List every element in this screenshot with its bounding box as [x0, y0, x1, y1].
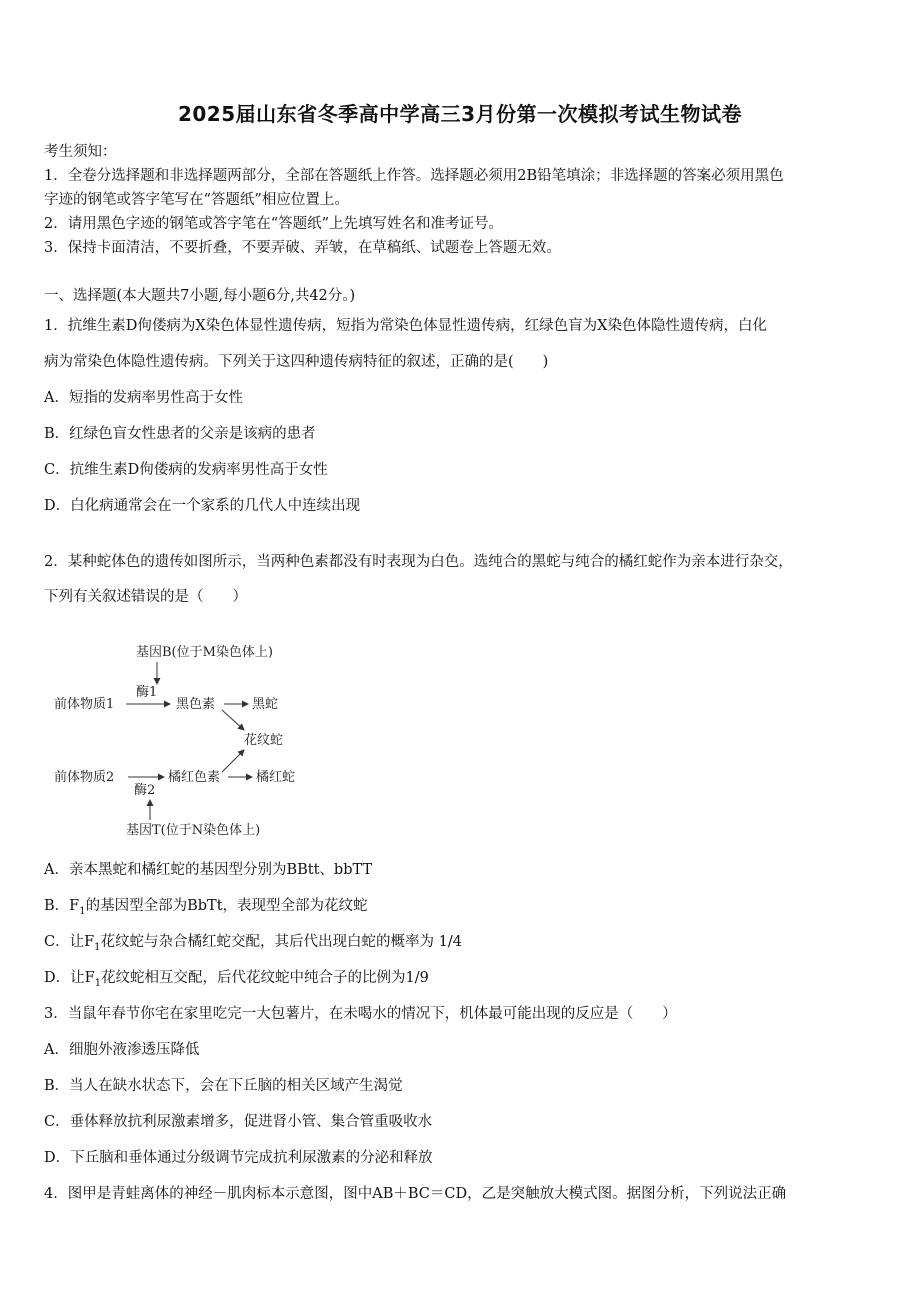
- question-2-option-a: A．亲本黑蛇和橘红蛇的基因型分别为BBtt、bbTT: [44, 862, 373, 878]
- pattern-snake-label: 花纹蛇: [244, 733, 284, 748]
- question-2-option-b: [44, 894, 368, 917]
- snake-color-pathway-diagram: [44, 638, 324, 843]
- option-text: 花纹蛇与杂合橘红蛇交配，其后代出现白蛇的概率为 1/4: [100, 934, 462, 950]
- question-3-option-b: B．当人在缺水状态下，会在下丘脑的相关区域产生渴觉: [44, 1078, 403, 1094]
- exam-title: 2025届山东省冬季高中学高三3月份第一次模拟考试生物试卷: [177, 102, 743, 126]
- question-4-stem: 4．图甲是青蛙离体的神经－肌肉标本示意图，图中AB＋BC＝CD，乙是突触放大模式图。据图分析，下列说法正确: [44, 1186, 787, 1202]
- subscript: 1: [94, 977, 102, 989]
- notice-heading: 考生须知：: [44, 144, 117, 160]
- question-2-option-d: [44, 966, 429, 989]
- question-3-option-a: A．细胞外液渗透压降低: [44, 1042, 200, 1058]
- question-3-option-d: D．下丘脑和垂体通过分级调节完成抗利尿激素的分泌和释放: [44, 1150, 433, 1166]
- question-1-option-d: D．白化病通常会在一个家系的几代人中连续出现: [44, 498, 361, 514]
- question-1-option-c: C．抗维生素D佝偻病的发病率男性高于女性: [44, 462, 328, 478]
- notice-item: 3．保持卡面清洁，不要折叠，不要弄破、弄皱，在草稿纸、试题卷上答题无效。: [44, 240, 561, 256]
- melanin-label: 黑色素: [176, 697, 216, 712]
- arrow-orange-to-pattern: [222, 750, 244, 772]
- enzyme-1-label: 酶1: [136, 685, 158, 700]
- section-heading: 一、选择题(本大题共7小题,每小题6分,共42分。): [44, 288, 356, 304]
- question-3-stem: 3．当鼠年春节你宅在家里吃完一大包薯片，在未喝水的情况下，机体最可能出现的反应是（ ）: [44, 1006, 677, 1022]
- option-text: 的基因型全部为BbTt，表现型全部为花纹蛇: [85, 898, 368, 914]
- option-text: C．让F: [44, 934, 95, 950]
- question-1-stem: 病为常染色体隐性遗传病。下列关于这四种遗传病特征的叙述，正确的是( ): [44, 354, 549, 370]
- orange-pigment-label: 橘红色素: [168, 770, 221, 785]
- precursor-1-label: 前体物质1: [54, 697, 115, 712]
- gene-b-label: 基因B(位于M染色体上): [136, 645, 274, 660]
- question-1-option-b: B．红绿色盲女性患者的父亲是该病的患者: [44, 426, 316, 442]
- black-snake-label: 黑蛇: [252, 697, 279, 712]
- question-1-option-a: A．短指的发病率男性高于女性: [44, 390, 243, 406]
- arrow-melanin-to-pattern: [222, 710, 244, 730]
- subscript: 1: [94, 941, 101, 953]
- notice-item: 1．全卷分选择题和非选择题两部分，全部在答题纸上作答。选择题必须用2B铅笔填涂；非选择题的答案必须用黑色: [44, 168, 784, 184]
- precursor-2-label: 前体物质2: [54, 770, 115, 785]
- option-text: D．让F: [44, 970, 95, 986]
- option-text: 花纹蛇相互交配，后代花纹蛇中纯合子的比例为1/9: [101, 970, 429, 986]
- subscript: 1: [79, 905, 86, 917]
- enzyme-2-label: 酶2: [134, 783, 156, 798]
- question-2-stem: 下列有关叙述错误的是（ ）: [44, 589, 247, 605]
- gene-t-label: 基因T(位于N染色体上): [126, 823, 261, 838]
- notice-item: 字迹的钢笔或答字笔写在“答题纸”相应位置上。: [44, 192, 349, 208]
- question-2-stem: 2．某种蛇体色的遗传如图所示，当两种色素都没有时表现为白色。选纯合的黑蛇与纯合的橘红蛇作为亲本进行杂交，: [44, 554, 793, 570]
- notice-item: 2．请用黑色字迹的钢笔或答字笔在“答题纸”上先填写姓名和准考证号。: [44, 216, 504, 232]
- question-3-option-c: C．垂体释放抗利尿激素增多，促进肾小管、集合管重吸收水: [44, 1114, 433, 1130]
- question-2-option-c: [44, 930, 462, 953]
- question-1-stem: 1．抗维生素D佝偻病为X染色体显性遗传病，短指为常染色体显性遗传病，红绿色盲为X染色体隐性遗传病，白化: [44, 318, 767, 334]
- orange-snake-label: 橘红蛇: [256, 770, 296, 785]
- option-text: B．F: [44, 898, 80, 914]
